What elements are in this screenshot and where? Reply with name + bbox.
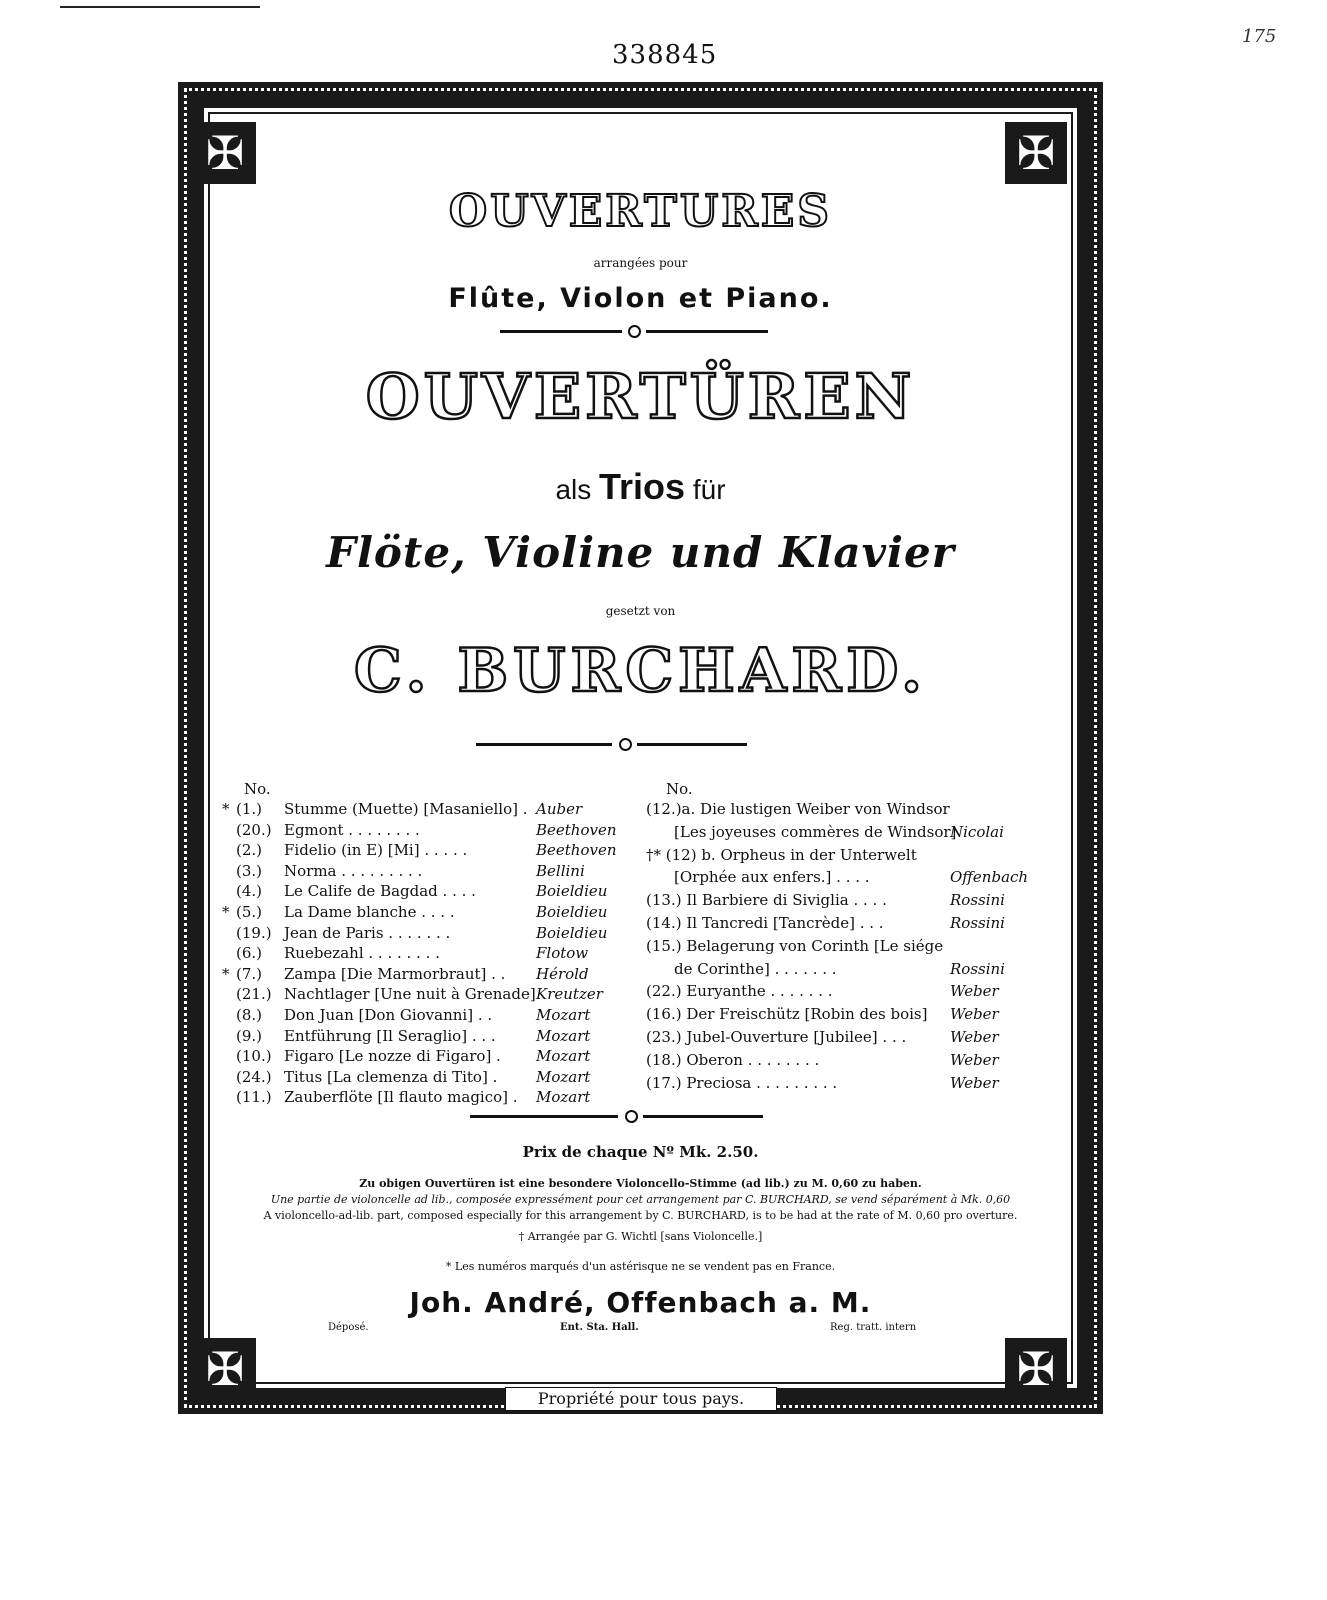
corner-ornament-icon: ✠ [194, 1338, 256, 1400]
divider [476, 743, 612, 746]
item-number: (9.) [236, 1026, 263, 1045]
overture-list-right [640, 778, 1040, 1108]
divider [470, 1115, 618, 1118]
item-composer: Nicolai [950, 822, 1004, 841]
item-title: Stumme (Muette) [Masaniello] . [284, 800, 528, 818]
item-composer: Rossini [950, 959, 1005, 978]
list-item [236, 942, 440, 964]
item-composer: Beethoven [536, 820, 617, 839]
item-title: Le Calife de Bagdad . . . . [284, 882, 476, 901]
item-composer: Offenbach [950, 868, 1029, 887]
subtitle-arrangees: arrangées pour [593, 256, 688, 270]
item-title: Ruebezahl . . . . . . . . [284, 944, 440, 963]
list-item: (12.)a. Die lustigen Weiber von Windsor [646, 800, 950, 818]
pencil-note: 175 [1242, 26, 1277, 47]
depose: Déposé. [328, 1322, 369, 1333]
list-item: (17.) Preciosa . . . . . . . . . [646, 1073, 838, 1092]
item-title: Entführung [Il Seraglio] . . . [284, 1026, 496, 1045]
item-composer: Mozart [536, 1006, 591, 1024]
list-item: (18.) Oberon . . . . . . . . [646, 1050, 820, 1069]
item-title: Don Juan [Don Giovanni] . . [284, 1006, 493, 1024]
list-item [236, 839, 467, 861]
title-ouvertueren: OUVERTÜREN [365, 360, 916, 433]
item-composer: Weber [950, 1050, 999, 1069]
fuer-text: für [692, 474, 726, 505]
divider [500, 330, 622, 333]
item-title: Figaro [Le nozze di Figaro] . [284, 1047, 501, 1066]
list-no-label: No. [666, 780, 693, 798]
list-item: [Les joyeuses commères de Windsor] [674, 822, 957, 841]
item-title: Titus [La clemenza di Tito] . [284, 1067, 498, 1086]
item-number: (5.) [236, 903, 263, 921]
item-composer: Rossini [950, 891, 1005, 910]
list-item [236, 860, 422, 882]
item-number: (4.) [236, 882, 263, 901]
item-number: (24.) [236, 1067, 272, 1086]
shelfmark: 338845 [612, 40, 718, 70]
list-item [236, 1045, 501, 1067]
instruments-german: Flöte, Violine und Klavier [326, 528, 955, 577]
item-composer: Mozart [536, 1047, 591, 1066]
list-item [236, 963, 505, 985]
item-title: Zampa [Die Marmorbraut] . . [284, 964, 506, 983]
ent-sta-hall: Ent. Sta. Hall. [560, 1322, 639, 1333]
item-composer: Bellini [536, 861, 585, 880]
item-composer: Mozart [536, 1067, 591, 1086]
overture-list-left [222, 778, 617, 1108]
item-composer: Weber [950, 982, 999, 1001]
item-composer: Mozart [536, 1088, 591, 1107]
list-item [236, 1086, 518, 1108]
item-composer: Boieldieu [536, 882, 608, 901]
list-item [236, 1004, 492, 1026]
list-item: (16.) Der Freischütz [Robin des bois] [646, 1005, 928, 1024]
note-french: Une partie de violoncelle ad lib., composée expressément pour cet arrangement par C. BURCHARD, se vend séparément à Mk. 0,60 [270, 1193, 1011, 1206]
item-number: (2.) [236, 841, 263, 860]
item-title: Norma . . . . . . . . . [284, 861, 423, 880]
divider [637, 743, 747, 746]
item-composer: Rossini [950, 914, 1005, 932]
divider-ornament-icon [628, 325, 641, 338]
corner-ornament-icon: ✠ [1005, 122, 1067, 184]
asterisk-mark: * [222, 964, 230, 983]
list-item [236, 983, 536, 1005]
price: Prix de chaque Nº Mk. 2.50. [522, 1143, 759, 1161]
instruments-french: Flûte, Violon et Piano. [448, 283, 833, 314]
item-composer: Mozart [536, 1026, 591, 1045]
item-number: (21.) [236, 985, 272, 1004]
list-item: (14.) Il Tancredi [Tancrède] . . . [646, 914, 884, 932]
als-text: als [555, 474, 592, 505]
item-number: (11.) [236, 1088, 272, 1107]
gesetzt-von: gesetzt von [605, 604, 676, 618]
item-title: Fidelio (in E) [Mi] . . . . . [284, 841, 468, 860]
divider-ornament-icon [619, 738, 632, 751]
list-item: [Orphée aux enfers.] . . . . [674, 868, 870, 887]
item-composer: Weber [950, 1073, 999, 1092]
item-composer: Boieldieu [536, 903, 608, 921]
asterisk-note: * Les numéros marqués d'un astérisque ne se vendent pas en France. [445, 1260, 836, 1273]
list-item [236, 901, 455, 923]
note-english: A violoncello-ad-lib. part, composed especially for this arrangement by C. BURCHARD, is to be had at the rate of M. 0,60 pro overture. [263, 1209, 1018, 1222]
item-number: (7.) [236, 964, 263, 983]
reg-tratt: Reg. tratt. intern [830, 1322, 917, 1333]
divider [643, 1115, 763, 1118]
list-item [236, 1025, 496, 1047]
item-title: Jean de Paris . . . . . . . [284, 923, 451, 942]
list-item [236, 922, 450, 944]
subtitle-trios [210, 466, 1071, 508]
publisher: Joh. André, Offenbach a. M. [409, 1286, 872, 1319]
corner-ornament-icon: ✠ [1005, 1338, 1067, 1400]
list-item [236, 880, 476, 902]
divider-ornament-icon [625, 1110, 638, 1123]
list-item [236, 798, 528, 820]
item-number: (20.) [236, 820, 272, 839]
trios-text: Trios [599, 466, 686, 507]
item-composer: Weber [950, 1005, 999, 1024]
item-title: Nachtlager [Une nuit à Grenade] [284, 985, 536, 1004]
arranged-note: † Arrangée par G. Wichtl [sans Violoncelle.] [518, 1230, 763, 1243]
list-no-label: No. [244, 780, 271, 798]
propriete-label: Propriété pour tous pays. [505, 1387, 777, 1411]
list-item: (15.) Belagerung von Corinth [Le siége [646, 936, 944, 955]
item-title: Zauberflöte [Il flauto magico] . [284, 1088, 518, 1107]
item-composer: Boieldieu [536, 923, 608, 942]
item-title: La Dame blanche . . . . [284, 903, 455, 921]
asterisk-mark: * [222, 903, 230, 921]
list-item: (13.) Il Barbiere di Siviglia . . . . [646, 891, 887, 910]
title-ouvertures: OUVERTURES [448, 186, 833, 237]
item-composer: Beethoven [536, 841, 617, 860]
list-item: (22.) Euryanthe . . . . . . . [646, 982, 833, 1001]
item-number: (8.) [236, 1006, 263, 1024]
asterisk-mark: * [222, 800, 230, 818]
item-composer: Weber [950, 1028, 999, 1046]
list-item: de Corinthe] . . . . . . . [674, 959, 837, 978]
item-composer: Flotow [536, 944, 589, 963]
list-item: †* (12) b. Orpheus in der Unterwelt [646, 845, 917, 864]
list-item: (23.) Jubel-Ouverture [Jubilee] . . . [646, 1028, 907, 1046]
corner-ornament-icon: ✠ [194, 122, 256, 184]
item-number: (6.) [236, 944, 263, 963]
item-number: (1.) [236, 800, 263, 818]
top-rule [60, 6, 260, 8]
item-composer: Kreutzer [536, 985, 603, 1004]
item-composer: Auber [536, 800, 583, 818]
item-number: (3.) [236, 861, 263, 880]
composer-name: C. BURCHARD. [353, 636, 928, 706]
list-item [236, 1066, 497, 1088]
note-german: Zu obigen Ouvertüren ist eine besondere Violoncello-Stimme (ad lib.) zu M. 0,60 zu haben. [359, 1177, 922, 1190]
item-composer: Hérold [536, 964, 589, 983]
item-number: (10.) [236, 1047, 272, 1066]
item-number: (19.) [236, 923, 272, 942]
item-title: Egmont . . . . . . . . [284, 820, 420, 839]
divider [646, 330, 768, 333]
list-item [236, 819, 420, 841]
